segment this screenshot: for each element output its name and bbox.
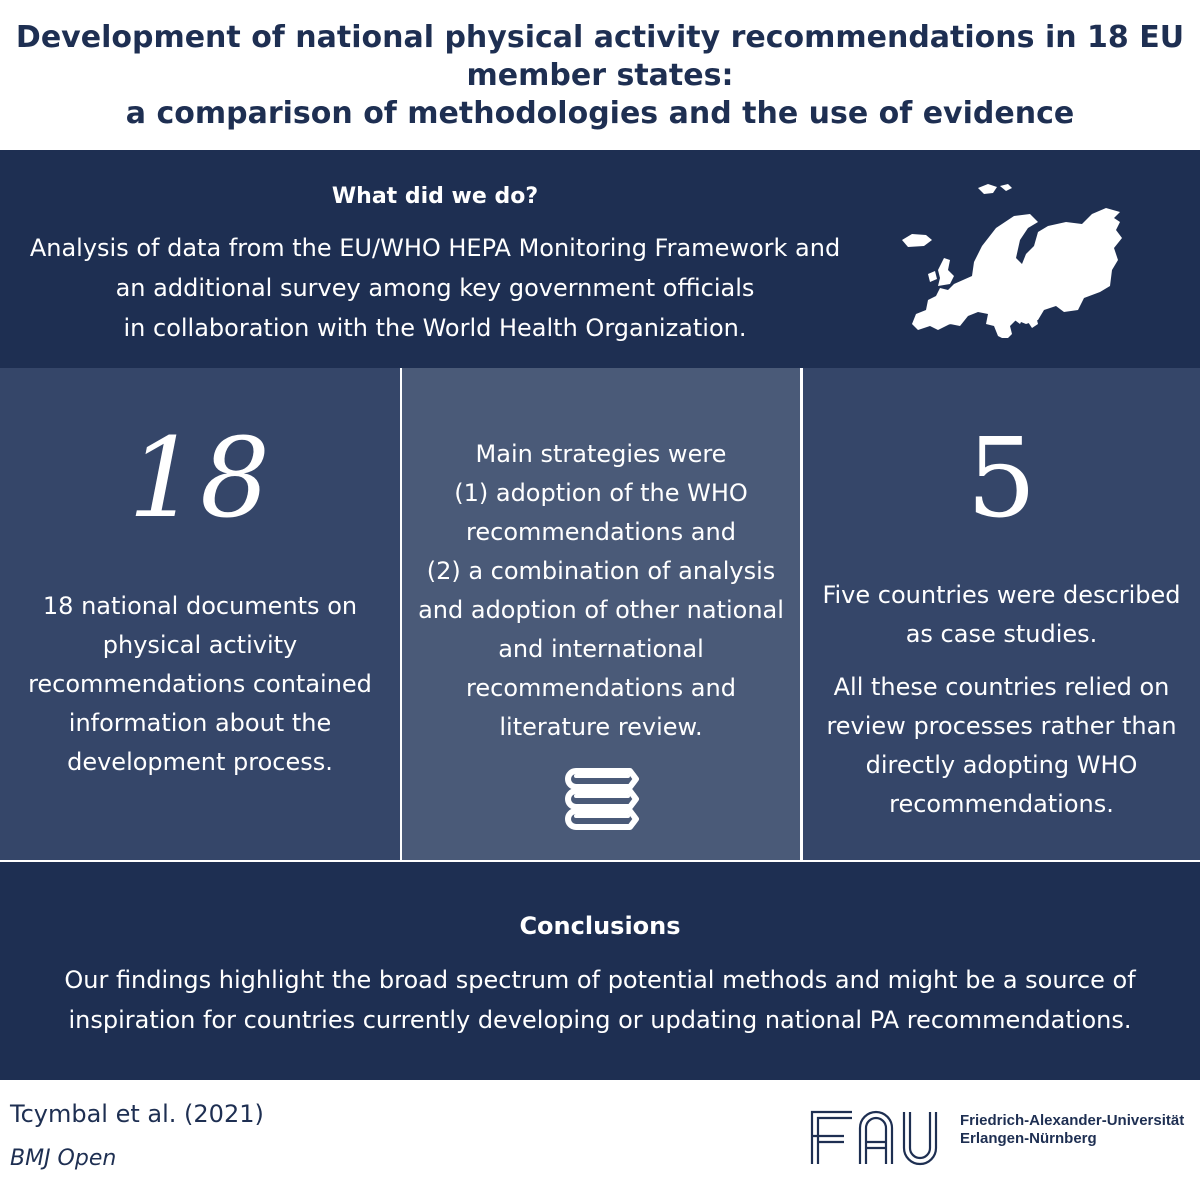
university-name-line-2: Erlangen-Nürnberg (960, 1130, 1097, 1147)
documents-text (0, 587, 400, 782)
strategies-line: Main strategies were (475, 440, 727, 468)
strategies-line: (1) adoption of the WHO (454, 479, 748, 507)
university-name (960, 1112, 1184, 1148)
strategies-line: literature review. (499, 713, 703, 741)
documents-line: information about the (68, 709, 332, 737)
what-we-did-line: an additional survey among key government officials (115, 274, 755, 302)
conclusions-text (0, 960, 1200, 1040)
review-processes-line: review processes rather than (826, 712, 1177, 740)
strategies-line: and adoption of other national (418, 596, 784, 624)
what-we-did-line: Analysis of data from the EU/WHO HEPA Monitoring Framework and (29, 234, 841, 262)
fau-logo-mark (810, 1108, 950, 1168)
strategies-line: and international (498, 635, 704, 663)
review-processes-text (803, 668, 1200, 824)
infographic-title (0, 0, 1200, 150)
europe-map-icon (890, 178, 1130, 338)
books-stack-icon (562, 763, 642, 835)
what-we-did-section (0, 150, 1200, 368)
documents-line: development process. (67, 748, 333, 776)
what-we-did-text (0, 228, 870, 348)
review-processes-line: directly adopting WHO (865, 751, 1138, 779)
what-we-did-line: in collaboration with the World Health Organization. (123, 314, 747, 342)
strategies-line: (2) a combination of analysis (426, 557, 776, 585)
conclusions-line: Our findings highlight the broad spectrum of potential methods and might be a source of (64, 966, 1136, 994)
documents-line: physical activity (102, 631, 298, 659)
conclusions-section (0, 862, 1200, 1080)
title-line-3: a comparison of methodologies and the use of evidence (125, 96, 1075, 131)
title-line-2: member states: (466, 58, 734, 93)
strategies-text (402, 435, 800, 747)
case-studies-text (803, 576, 1200, 654)
review-processes-line: recommendations. (889, 790, 1114, 818)
journal-name: BMJ Open (10, 1146, 117, 1171)
documents-line: 18 national documents on (42, 592, 358, 620)
what-we-did-heading: What did we do? (331, 184, 539, 209)
case-studies-column (803, 368, 1200, 860)
fau-logo (810, 1108, 1190, 1168)
university-name-line-1: Friedrich-Alexander-Universität (960, 1112, 1185, 1129)
footer (0, 1080, 1200, 1200)
review-processes-line: All these countries relied on (833, 673, 1170, 701)
strategies-column (402, 368, 800, 860)
title-line-1: Development of national physical activity recommendations in 18 EU (15, 20, 1185, 55)
conclusions-line: inspiration for countries currently developing or updating national PA recommendations. (68, 1006, 1132, 1034)
strategies-line: recommendations and (466, 518, 736, 546)
documents-count: 18 (128, 414, 272, 542)
documents-column (0, 368, 400, 860)
case-studies-count: 5 (966, 414, 1037, 542)
conclusions-heading: Conclusions (519, 912, 681, 940)
documents-line: recommendations contained (28, 670, 372, 698)
case-studies-line: Five countries were described (822, 581, 1181, 609)
citation: Tcymbal et al. (2021) (10, 1100, 264, 1128)
strategies-line: recommendations and (466, 674, 736, 702)
case-studies-line: as case studies. (905, 620, 1098, 648)
